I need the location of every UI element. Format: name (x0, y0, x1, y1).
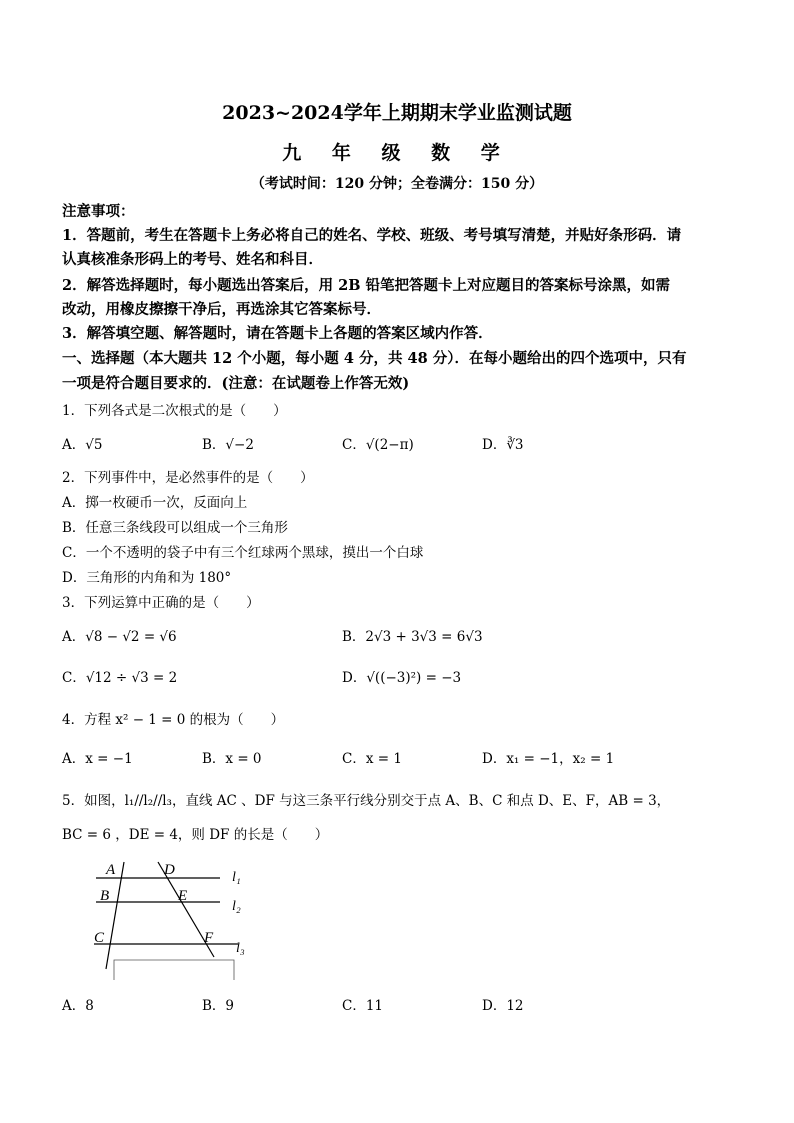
notice-item-3: 3．解答填空题、解答题时，请在答题卡上各题的答案区域内作答． (62, 325, 493, 342)
q2-option-b: B．任意三条线段可以组成一个三角形 (62, 520, 288, 536)
label-b: B (100, 888, 110, 904)
q2-option-d: D．三角形的内角和为 180° (62, 570, 232, 586)
q3-option-c: C．√12 ÷ √3 = 2 (62, 670, 178, 686)
q2-option-c: C．一个不透明的袋子中有三个红球两个黑球，摸出一个白球 (62, 545, 424, 561)
q5-option-a: A．8 (62, 998, 94, 1014)
q4-option-d: D．x₁ = −1，x₂ = 1 (482, 751, 615, 767)
label-l3: l₃ (236, 941, 245, 956)
section-1-line-1: 一、选择题（本大题共 12 个小题，每小题 4 分，共 48 分）．在每小题给出的四个选项中，只有 (62, 350, 687, 367)
label-d: D (164, 862, 175, 878)
q1-option-b: B．√−2 (202, 437, 254, 453)
label-a: A (106, 862, 116, 878)
q4-option-b: B．x = 0 (202, 751, 262, 767)
q3-option-b: B．2√3 + 3√3 = 6√3 (342, 629, 483, 645)
notice-heading: 注意事项： (62, 203, 135, 220)
label-l1: l₁ (232, 870, 241, 885)
label-c: C (94, 930, 105, 946)
q2-option-a: A．掷一枚硬币一次，反面向上 (62, 495, 248, 511)
q3-option-d: D．√((−3)²) = −3 (342, 670, 462, 686)
exam-title: 2023~2024学年上期期末学业监测试题 (222, 102, 572, 124)
notice-item-2-line-1: 2．解答选择题时，每小题选出答案后，用 2B 铅笔把答题卡上对应题目的答案标号涂黑，如需 (62, 277, 671, 294)
q5-stem-line-1: 5．如图，l₁//l₂//l₃，直线 AC 、DF 与这三条平行线分别交于点 A、B、C 和点 D、E、F，AB = 3， (62, 793, 671, 809)
section-1-line-2: 一项是符合题目要求的．(注意：在试题卷上作答无效) (62, 375, 410, 392)
notice-item-2-line-2: 改动，用橡皮擦擦干净后，再选涂其它答案标号． (62, 301, 381, 318)
q1-option-d: D．∛3 (482, 437, 524, 453)
label-e: E (178, 888, 188, 904)
label-f: F (204, 930, 214, 946)
exam-time-note: （考试时间：120 分钟；全卷满分：150 分） (250, 176, 544, 192)
q4-option-a: A．x = −1 (62, 751, 133, 767)
q5-stem-line-2: BC = 6 ，DE = 4，则 DF 的长是（ ） (62, 827, 329, 843)
q1-option-c: C．√(2−π) (342, 437, 414, 453)
exam-subject: 九 年 级 数 学 (282, 142, 512, 164)
label-l2: l₂ (232, 899, 241, 914)
q5-option-b: B．9 (202, 998, 235, 1014)
q4-stem: 4．方程 x² − 1 = 0 的根为（ ） (62, 712, 285, 728)
q2-stem: 2．下列事件中，是必然事件的是（ ） (62, 470, 314, 486)
q5-option-c: C．11 (342, 998, 384, 1014)
notice-item-1-line-2: 认真核准条形码上的考号、姓名和科目． (62, 251, 323, 268)
figure-frame (114, 960, 234, 980)
q1-stem: 1．下列各式是二次根式的是（ ） (62, 403, 287, 419)
parallel-lines-figure (86, 852, 266, 987)
q1-option-a: A．√5 (62, 437, 103, 453)
q3-stem: 3．下列运算中正确的是（ ） (62, 595, 260, 611)
q3-option-a: A．√8 − √2 = √6 (62, 629, 177, 645)
q4-option-c: C．x = 1 (342, 751, 402, 767)
notice-item-1-line-1: 1．答题前，考生在答题卡上务必将自己的姓名、学校、班级、考号填写清楚，并贴好条形码．请 (62, 227, 682, 244)
q5-option-d: D．12 (482, 998, 524, 1014)
